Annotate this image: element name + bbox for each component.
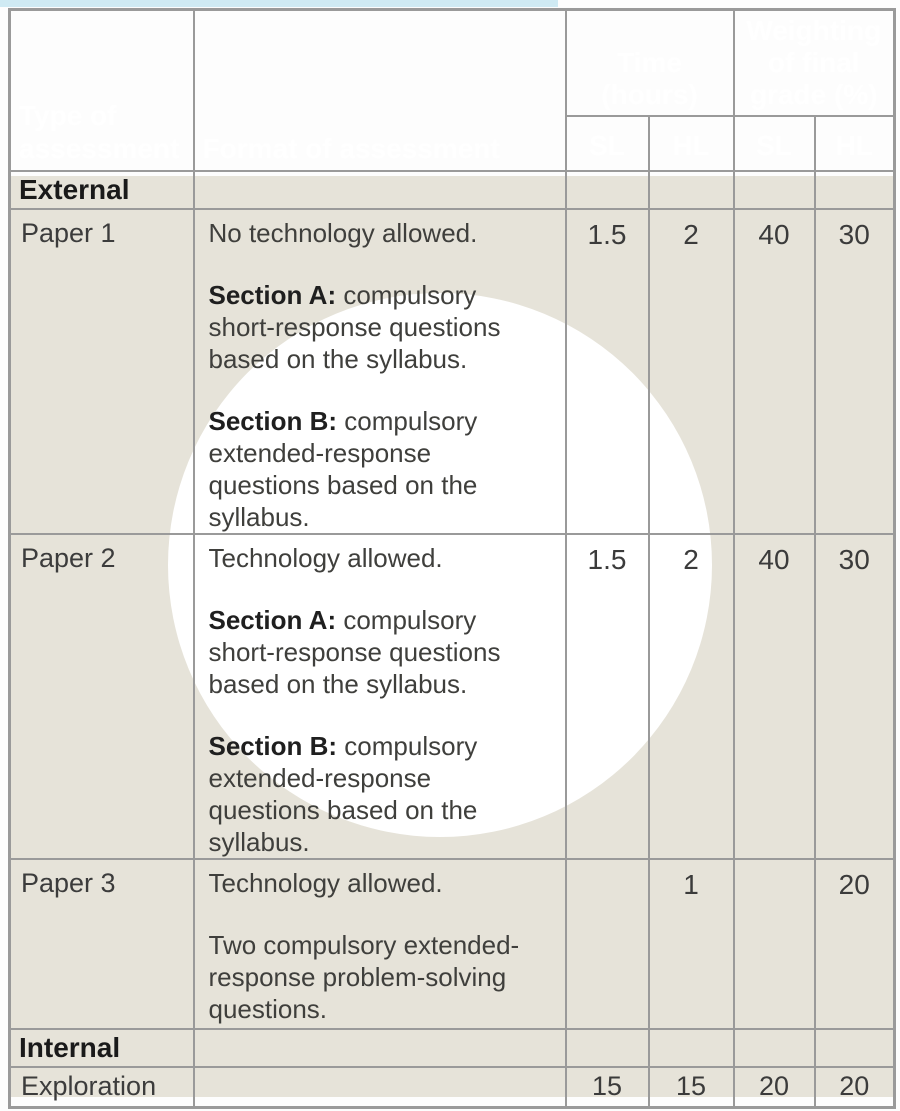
paper1-weight-hl: 30 bbox=[815, 209, 895, 534]
assessment-outline-table bbox=[8, 8, 896, 1109]
external-section-label: External bbox=[10, 171, 194, 209]
paper3-label: Paper 3 bbox=[10, 859, 194, 1029]
paragraph-text: No technology allowed. bbox=[208, 218, 478, 248]
format-paragraph bbox=[209, 405, 539, 533]
paper3-weight-hl: 20 bbox=[815, 859, 895, 1029]
format-paragraph bbox=[209, 604, 539, 700]
paper2-time-sl: 1.5 bbox=[566, 534, 649, 859]
header-format-of-assessment: Format of assessment bbox=[194, 10, 566, 172]
header-type-of-assessment: Type of assessment bbox=[10, 10, 194, 172]
table-row-paper1 bbox=[10, 209, 895, 534]
format-paragraph bbox=[209, 730, 539, 858]
paper1-format-cell bbox=[194, 209, 566, 534]
paper1-time-hl: 2 bbox=[649, 209, 734, 534]
paper3-format-cell bbox=[194, 859, 566, 1029]
section-lead: Section A: bbox=[208, 280, 344, 310]
exploration-weight-sl: 20 bbox=[734, 1067, 815, 1107]
exploration-time-hl: 15 bbox=[649, 1067, 734, 1107]
paper3-time-hl: 1 bbox=[649, 859, 734, 1029]
empty-cell bbox=[566, 171, 649, 209]
paper2-weight-hl: 30 bbox=[815, 534, 895, 859]
exploration-label: Exploration bbox=[10, 1067, 194, 1107]
paper1-time-sl: 1.5 bbox=[566, 209, 649, 534]
header-time-hl: HL bbox=[649, 116, 734, 171]
section-row-internal bbox=[10, 1029, 895, 1067]
page-top-strip bbox=[0, 0, 558, 7]
format-paragraph bbox=[209, 867, 539, 899]
paper1-label: Paper 1 bbox=[10, 209, 194, 534]
table-row-paper3 bbox=[10, 859, 895, 1029]
paragraph-text: compulsory short-response questions based on the syllabus. bbox=[208, 280, 501, 374]
assessment-table-area bbox=[8, 8, 893, 1103]
empty-cell bbox=[566, 1029, 649, 1067]
paper3-time-sl bbox=[566, 859, 649, 1029]
paragraph-text: compulsory short-response questions based on the syllabus. bbox=[208, 605, 501, 699]
paper2-format-cell bbox=[194, 534, 566, 859]
paper3-weight-sl bbox=[734, 859, 815, 1029]
empty-cell bbox=[194, 1029, 566, 1067]
empty-cell bbox=[649, 171, 734, 209]
paper2-weight-sl: 40 bbox=[734, 534, 815, 859]
header-weight-sl: SL bbox=[734, 116, 815, 171]
paper2-label: Paper 2 bbox=[10, 534, 194, 859]
paragraph-text: Technology allowed. bbox=[208, 543, 443, 573]
paragraph-text: compulsory extended-response questions based on the syllabus. bbox=[208, 406, 478, 532]
exploration-format-cell bbox=[194, 1067, 566, 1107]
header-weighting: Weighting of final grade (%) bbox=[734, 10, 895, 117]
internal-section-label: Internal bbox=[10, 1029, 194, 1067]
empty-cell bbox=[194, 171, 566, 209]
section-lead: Section B: bbox=[208, 406, 345, 436]
header-weight-hl: HL bbox=[815, 116, 895, 171]
format-paragraph bbox=[209, 929, 539, 1025]
empty-cell bbox=[649, 1029, 734, 1067]
paper2-time-hl: 2 bbox=[649, 534, 734, 859]
empty-cell bbox=[815, 171, 895, 209]
paragraph-text: Technology allowed. bbox=[208, 868, 443, 898]
section-row-external bbox=[10, 171, 895, 209]
header-row-groups bbox=[10, 10, 895, 117]
paper1-weight-sl: 40 bbox=[734, 209, 815, 534]
format-paragraph bbox=[209, 279, 539, 375]
paragraph-text: Two compulsory extended-response problem-solving questions. bbox=[208, 930, 520, 1024]
header-time-sl: SL bbox=[566, 116, 649, 171]
section-lead: Section A: bbox=[208, 605, 344, 635]
paragraph-text: compulsory extended-response questions based on the syllabus. bbox=[208, 731, 478, 857]
exploration-weight-hl: 20 bbox=[815, 1067, 895, 1107]
format-paragraph bbox=[209, 217, 539, 249]
section-lead: Section B: bbox=[208, 731, 345, 761]
empty-cell bbox=[734, 171, 815, 209]
empty-cell bbox=[815, 1029, 895, 1067]
table-row-paper2 bbox=[10, 534, 895, 859]
exploration-time-sl: 15 bbox=[566, 1067, 649, 1107]
format-paragraph bbox=[209, 542, 539, 574]
table-row-exploration bbox=[10, 1067, 895, 1107]
empty-cell bbox=[734, 1029, 815, 1067]
header-time-hours: Time (hours) bbox=[566, 10, 734, 117]
